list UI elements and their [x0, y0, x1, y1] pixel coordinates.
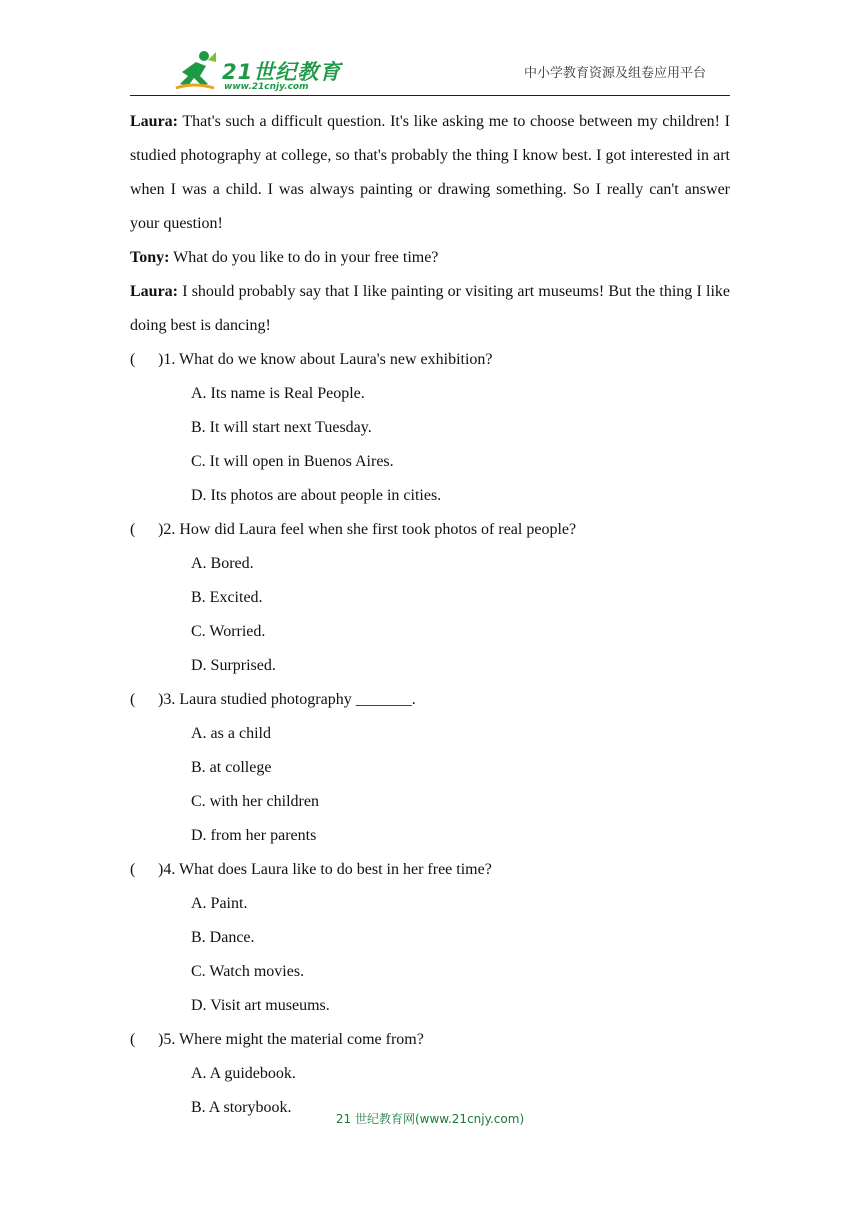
dialogue-text: What do you like to do in your free time?: [169, 249, 439, 266]
option: D. Surprised.: [191, 657, 276, 674]
question-text: )3. Laura studied photography _______.: [158, 691, 416, 708]
option: D. Its photos are about people in cities.: [191, 487, 442, 504]
question-3: [130, 683, 730, 717]
question-text: )2. How did Laura feel when she first took photos of real people?: [158, 521, 577, 538]
speaker-name: Laura:: [130, 283, 178, 300]
answer-blank[interactable]: (: [130, 351, 136, 368]
question-text: )1. What do we know about Laura's new exhibition?: [158, 351, 493, 368]
speaker-name: Tony:: [130, 249, 170, 266]
option: B. It will start next Tuesday.: [191, 419, 372, 436]
option: B. Dance.: [191, 929, 255, 946]
question-text: )5. Where might the material come from?: [158, 1031, 424, 1048]
dialogue-line: [130, 105, 730, 241]
speaker-name: Laura:: [130, 113, 178, 130]
option: A. Paint.: [191, 895, 248, 912]
option: C. It will open in Buenos Aires.: [191, 453, 394, 470]
option: A. Bored.: [191, 555, 254, 572]
answer-blank[interactable]: (: [130, 1031, 136, 1048]
main-content: [130, 105, 730, 1125]
option: B. A storybook.: [191, 1099, 292, 1116]
option: A. as a child: [191, 725, 271, 742]
logo-url: www.21cnjy.com: [224, 82, 309, 92]
option: D. from her parents: [191, 827, 317, 844]
page-header: [130, 40, 730, 96]
question-1: [130, 343, 730, 377]
page-footer[interactable]: 21 世纪教育网(www.21cnjy.com): [335, 1112, 525, 1126]
runner-logo-icon: [174, 48, 218, 94]
answer-blank[interactable]: (: [130, 861, 136, 878]
dialogue-text: That's such a difficult question. It's like asking me to choose between my children! I studied photography at college, so that's probably the thing I know best. I got interested in art when I was a child. I was always painting or drawing something. So I really can't answer your question!: [130, 113, 730, 232]
option: A. Its name is Real People.: [191, 385, 365, 402]
dialogue-line: [130, 241, 730, 275]
option: D. Visit art museums.: [191, 997, 330, 1014]
option: B. at college: [191, 759, 272, 776]
question-text: )4. What does Laura like to do best in her free time?: [158, 861, 492, 878]
answer-blank[interactable]: (: [130, 521, 136, 538]
option: A. A guidebook.: [191, 1065, 296, 1082]
platform-title: 中小学教育资源及组卷应用平台: [523, 66, 706, 81]
question-4: [130, 853, 730, 887]
logo-text: 21世纪教育: [222, 60, 342, 84]
option: C. Watch movies.: [191, 963, 305, 980]
option: C. with her children: [191, 793, 319, 810]
dialogue-line: [130, 275, 730, 343]
site-logo: [174, 48, 344, 96]
dialogue-text: I should probably say that I like painting or visiting art museums! But the thing I like doing best is dancing!: [130, 283, 730, 334]
answer-blank[interactable]: (: [130, 691, 136, 708]
question-5: [130, 1023, 730, 1057]
header-divider: [130, 95, 730, 96]
option: C. Worried.: [191, 623, 266, 640]
question-2: [130, 513, 730, 547]
option: B. Excited.: [191, 589, 263, 606]
